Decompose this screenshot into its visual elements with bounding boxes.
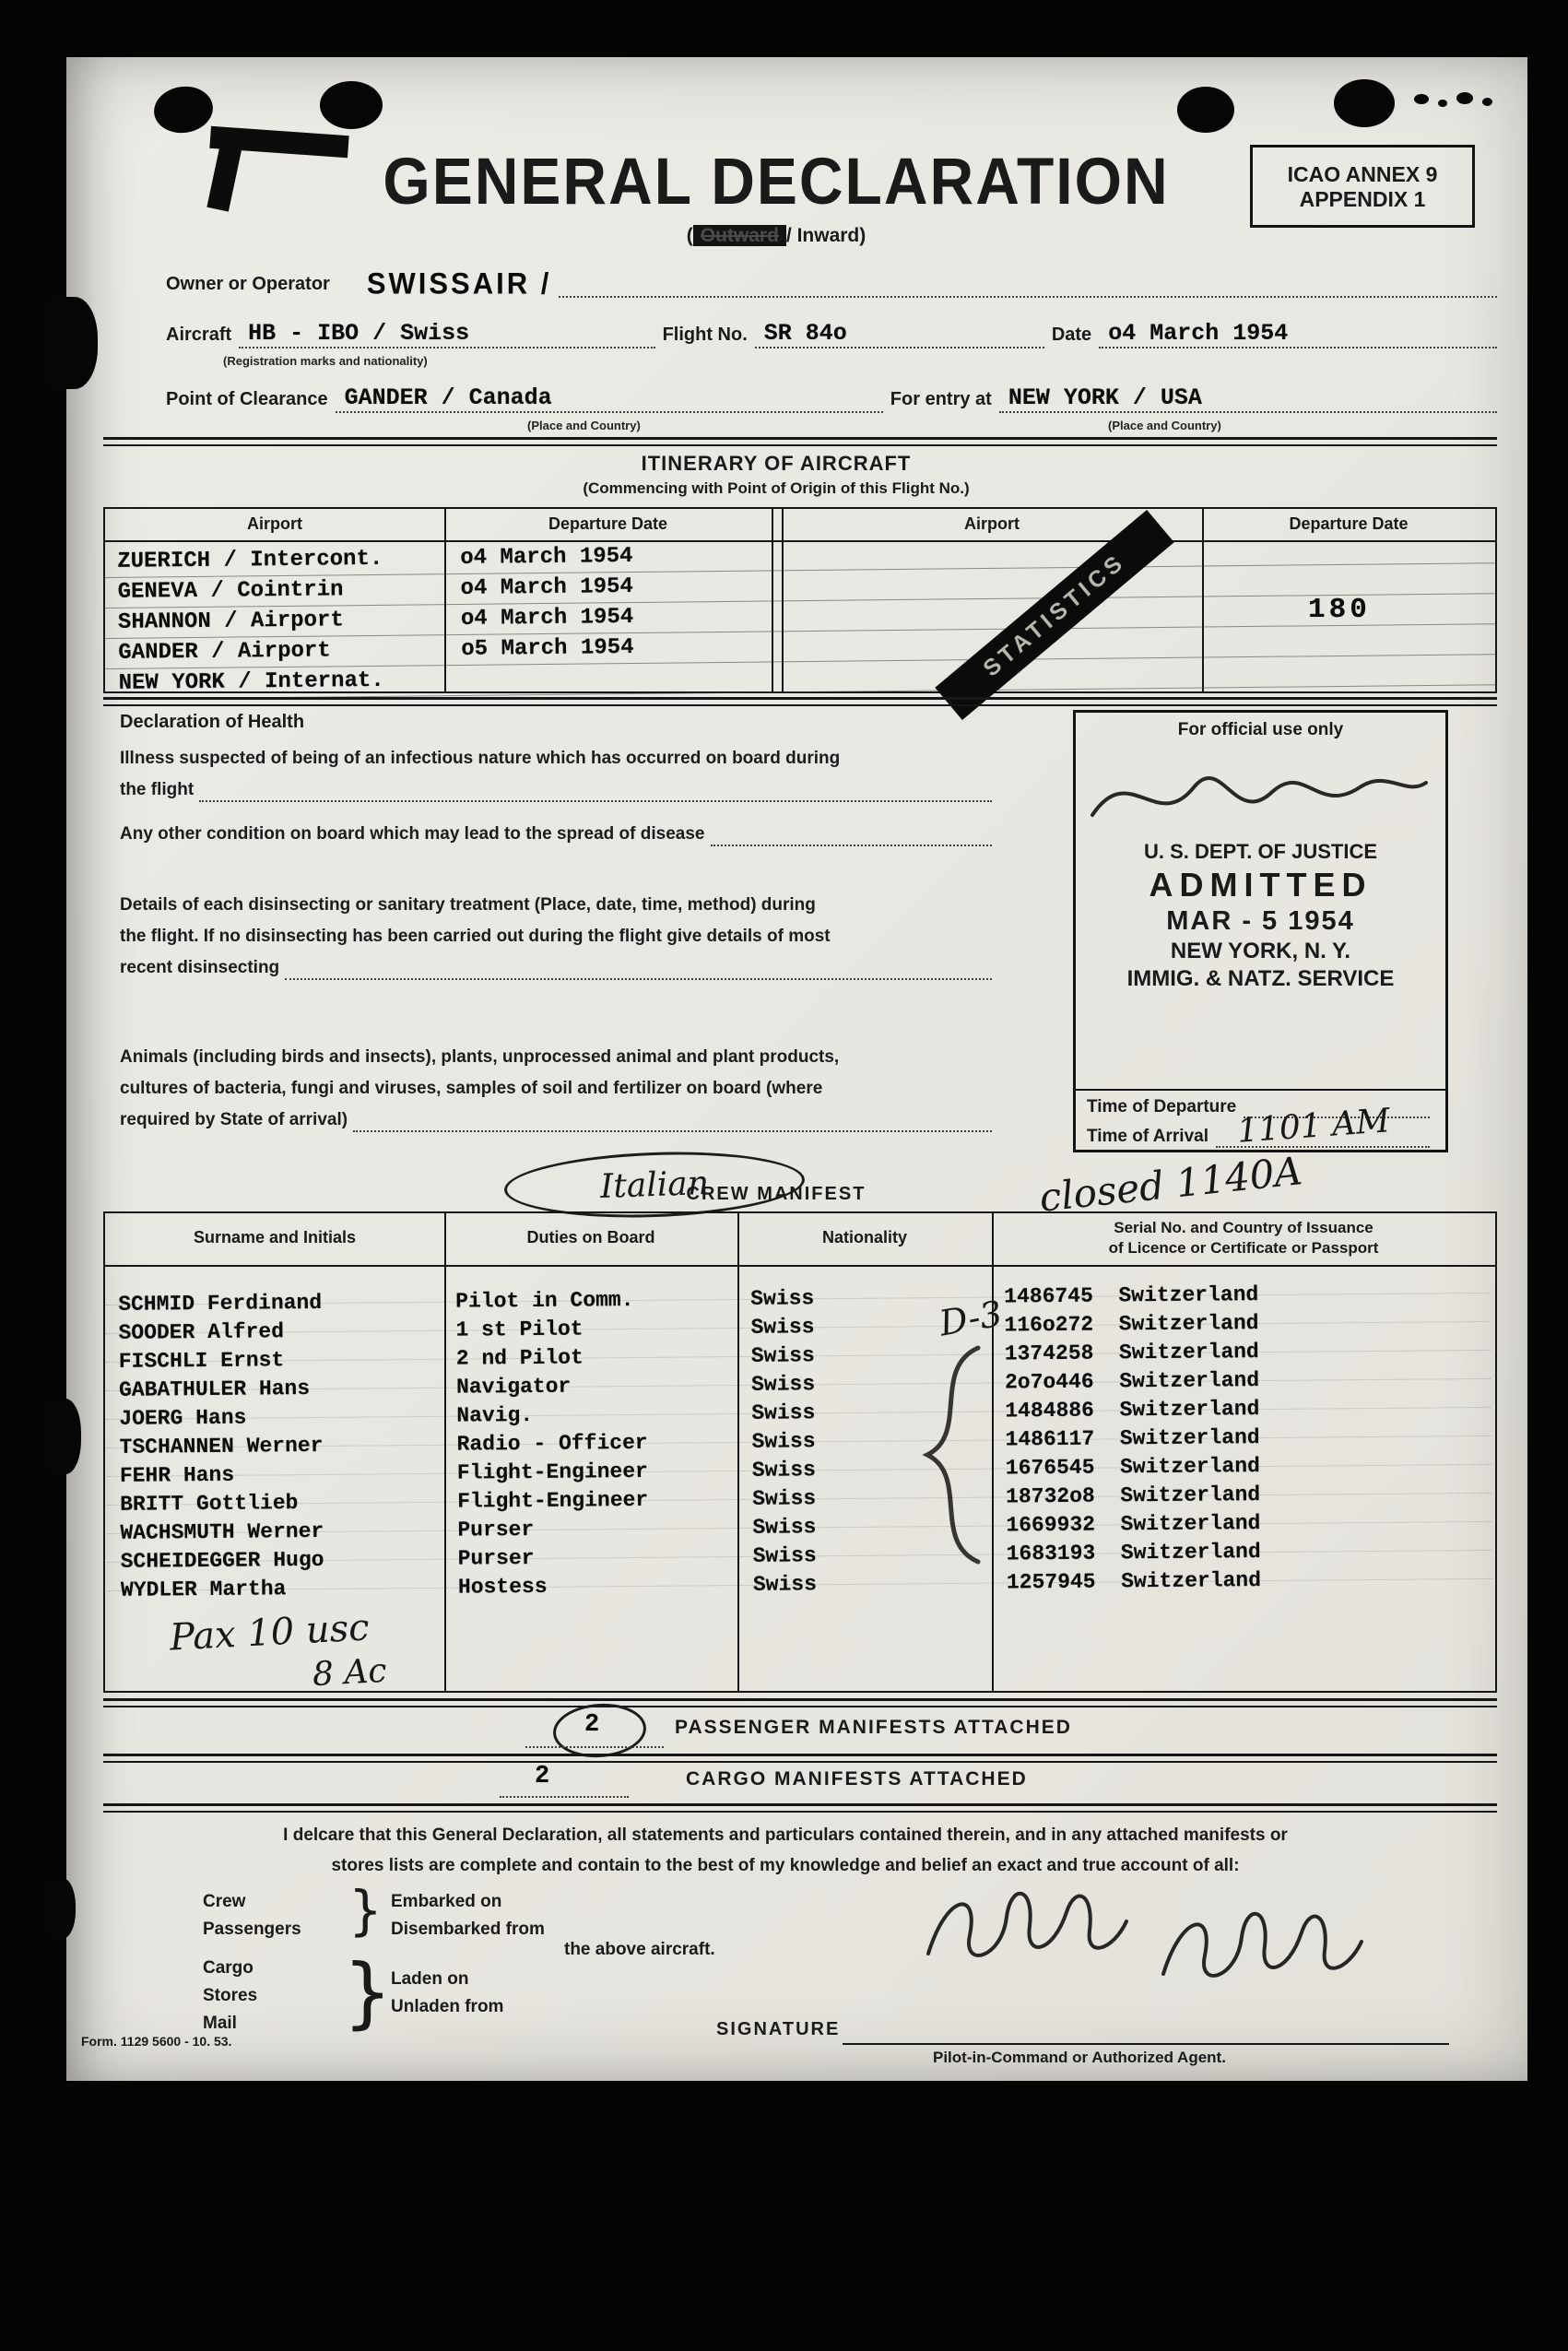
dotted-underline [500, 1796, 629, 1798]
statistics-stamp-text: STATISTICS [978, 548, 1131, 682]
entry-label: For entry at [890, 389, 992, 409]
crew-serial: 1486745 Switzerland [1004, 1282, 1259, 1309]
itinerary-col-airport: Airport [247, 514, 302, 533]
health-para4-line3: required by State of arrival) [120, 1110, 348, 1129]
aircraft-field [239, 319, 654, 349]
date-label: Date [1051, 325, 1092, 345]
official-use-box [1073, 710, 1448, 1152]
health-paragraph-4 [120, 1042, 996, 1136]
group-label-embarked: Embarked on [391, 1892, 502, 1911]
crew-col-nationality: Nationality [821, 1228, 907, 1246]
signature-sublabel: Pilot-in-Command or Authorized Agent. [933, 2049, 1226, 2066]
brace-glyph: } [348, 1879, 383, 1942]
pax-note-line1: Pax 10 usc [168, 1606, 371, 1660]
crew-nationality: Swiss [752, 1515, 817, 1540]
cargo-manifest-label: CARGO MANIFESTS ATTACHED [686, 1768, 1028, 1790]
typed-note-180: 180 [1308, 594, 1371, 626]
crew-serial: 1486117 Switzerland [1005, 1425, 1260, 1452]
health-paragraph-1 [120, 743, 996, 806]
group-label-stores: Stores [203, 1986, 258, 2005]
stamp-city: NEW YORK, N. Y. [1170, 939, 1351, 963]
punch-hole [1334, 79, 1395, 127]
subtitle-rest: / Inward) [785, 225, 867, 246]
group-label-unladen: Unladen from [391, 1997, 504, 2016]
crew-name: FISCHLI Ernst [118, 1348, 285, 1374]
declaration-line1: I delcare that this General Declaration, all statements and particulars contained therein, and in any attached manifests or [283, 1825, 1288, 1845]
official-signature-scrawl [1083, 746, 1438, 847]
itinerary-col-date: Departure Date [548, 514, 668, 533]
form-title: GENERAL DECLARATION [383, 144, 1170, 218]
crew-serial: 1676545 Switzerland [1005, 1454, 1261, 1481]
scan-artifact [46, 1399, 81, 1474]
form-subtitle [687, 225, 867, 246]
crew-nationality: Swiss [751, 1429, 816, 1454]
entry-field [999, 384, 1497, 413]
icao-annex-line1: ICAO ANNEX 9 [1287, 162, 1438, 186]
crew-nationality: Swiss [751, 1458, 816, 1483]
crew-nationality: Swiss [750, 1315, 815, 1340]
health-para4-line2: cultures of bacteria, fungi and viruses, samples of soil and fertilizer on board (where [120, 1079, 823, 1098]
form-page [66, 57, 1527, 2081]
health-para1-line2: the flight [120, 780, 195, 799]
health-para3-line1: Details of each disinsecting or sanitary treatment (Place, date, time, method) during [120, 895, 816, 915]
ink-speck [1414, 94, 1429, 104]
divider-rule [103, 1698, 1497, 1707]
crew-serial: 1669932 Switzerland [1006, 1511, 1261, 1538]
group-cargo-stores-mail [203, 1955, 257, 2038]
cargo-manifest-count: 2 [535, 1763, 550, 1790]
itinerary-date: o4 March 1954 [460, 604, 634, 632]
crew-scrawl: D-3 [936, 1293, 1006, 1344]
ink-speck [1456, 92, 1473, 104]
owner-operator-label: Owner or Operator [166, 274, 330, 294]
crew-serial: 1484886 Switzerland [1005, 1397, 1260, 1424]
dotted-leader [199, 800, 992, 802]
crew-manifest-table [103, 1211, 1497, 1693]
group-label-mail: Mail [203, 2014, 237, 2033]
crew-serial: 1257945 Switzerland [1006, 1568, 1262, 1595]
dotted-leader [353, 1130, 992, 1132]
dotted-underline [525, 1746, 664, 1748]
itinerary-table [103, 507, 1497, 696]
health-paragraph-3 [120, 890, 996, 984]
time-departure-label: Time of Departure [1087, 1097, 1237, 1116]
group-label-cargo: Cargo [203, 1958, 253, 1978]
punch-hole [320, 81, 383, 129]
crew-duty: Navigator [455, 1374, 572, 1400]
divider-rule [103, 1754, 1497, 1763]
health-para3-line3: recent disinsecting [120, 958, 280, 977]
dotted-leader [711, 845, 993, 846]
crew-duty: Purser [457, 1517, 535, 1542]
brace-glyph: } [343, 1947, 393, 2038]
crew-duty: 1 st Pilot [455, 1317, 584, 1342]
health-para2-line: Any other condition on board which may lead to the spread of disease [120, 824, 705, 844]
subtitle-struck-word: Outward [693, 225, 786, 246]
punch-hole [1177, 87, 1234, 133]
flight-no-field [755, 319, 1044, 349]
pax-note-line2: 8 Ac [311, 1651, 388, 1695]
crew-duty: Hostess [457, 1574, 548, 1600]
health-para1-line1: Illness suspected of being of an infectious nature which has occurred on board during [120, 749, 841, 768]
group-label-crew: Crew [203, 1892, 246, 1911]
crew-duty: Purser [457, 1545, 535, 1571]
itinerary-airport: GENEVA / Cointrin [117, 577, 344, 605]
itinerary-date: o4 March 1954 [460, 573, 633, 601]
scan-artifact [46, 297, 98, 389]
crew-name: SCHEIDEGGER Hugo [120, 1547, 324, 1574]
scan-artifact [46, 1878, 76, 1939]
above-aircraft-note: the above aircraft. [564, 1940, 715, 1959]
crew-nationality: Swiss [752, 1572, 818, 1597]
time-arrival-label: Time of Arrival [1087, 1127, 1208, 1146]
crew-nationality: Swiss [752, 1486, 817, 1511]
crew-nationality: Swiss [750, 1343, 815, 1368]
dotted-leader [559, 268, 1497, 298]
itinerary-col-date2: Departure Date [1289, 514, 1409, 533]
crew-duty: 2 nd Pilot [455, 1345, 584, 1371]
crew-duty: Radio - Officer [456, 1430, 648, 1457]
itinerary-date: o5 March 1954 [461, 634, 634, 662]
crew-nationality: Swiss [751, 1400, 816, 1425]
date-value: o4 March 1954 [1108, 320, 1289, 347]
group-crew-passengers [203, 1888, 301, 1943]
itinerary-airport: NEW YORK / Internat. [118, 667, 384, 696]
divider-rule [103, 697, 1497, 706]
crew-serial: 116o272 Switzerland [1004, 1311, 1259, 1338]
passenger-manifest-label: PASSENGER MANIFESTS ATTACHED [675, 1717, 1072, 1738]
stamp-admitted: ADMITTED [1149, 866, 1373, 904]
aircraft-sublabel: (Registration marks and nationality) [223, 354, 428, 368]
health-para4-line1: Animals (including birds and insects), plants, unprocessed animal and plant products, [120, 1047, 840, 1067]
signature-label: SIGNATURE [716, 2019, 841, 2039]
crew-nationality: Swiss [750, 1372, 816, 1397]
circled-word: Italian [599, 1164, 710, 1206]
itinerary-airport: ZUERICH / Intercont. [117, 546, 383, 574]
itinerary-title: ITINERARY OF AIRCRAFT [641, 452, 912, 475]
crew-name: WACHSMUTH Werner [120, 1518, 324, 1545]
crew-duty: Flight-Engineer [456, 1459, 649, 1485]
crew-name: SCHMID Ferdinand [118, 1290, 323, 1317]
crew-name: SOODER Alfred [118, 1319, 285, 1345]
crew-name: GABATHULER Hans [118, 1376, 311, 1402]
crew-duty: Pilot in Comm. [455, 1287, 634, 1314]
crew-nationality: Swiss [752, 1543, 817, 1568]
passenger-manifest-count: 2 [584, 1711, 600, 1739]
stamp-dept: U. S. DEPT. OF JUSTICE [1143, 840, 1378, 863]
itinerary-typed-block [104, 533, 1496, 700]
health-section-title: Declaration of Health [120, 712, 305, 732]
icao-annex-line2: APPENDIX 1 [1299, 187, 1426, 211]
signature-scrawl [914, 1866, 1375, 2014]
crew-nationality: Swiss [750, 1286, 815, 1311]
divider-rule [103, 437, 1497, 446]
crew-name: BRITT Gottlieb [120, 1491, 299, 1517]
crew-duty: Flight-Engineer [457, 1487, 649, 1514]
group-embarked [391, 1888, 545, 1943]
crew-serial: 1683193 Switzerland [1006, 1540, 1261, 1566]
date-field [1099, 319, 1497, 349]
clearance-sublabel: (Place and Country) [527, 419, 641, 432]
group-laden [391, 1966, 503, 2021]
stamp-date: MAR - 5 1954 [1166, 906, 1355, 936]
itinerary-airport: SHANNON / Airport [117, 608, 344, 635]
itinerary-col-airport2: Airport [964, 514, 1020, 533]
flight-no-label: Flight No. [662, 325, 748, 345]
crew-col-duties: Duties on Board [526, 1228, 655, 1246]
group-label-passengers: Passengers [203, 1920, 301, 1939]
aircraft-label: Aircraft [166, 325, 232, 345]
divider-rule [103, 1803, 1497, 1813]
admitted-stamp [1076, 840, 1445, 992]
declaration-line2: stores lists are complete and contain to the best of my knowledge and belief an exact and true account of all: [331, 1856, 1240, 1875]
crew-serial: 1374258 Switzerland [1004, 1340, 1259, 1366]
health-paragraph-2 [120, 819, 996, 850]
owner-operator-value: SWISSAIR / [366, 266, 552, 301]
clearance-label: Point of Clearance [166, 389, 328, 409]
crew-col-surname: Surname and Initials [193, 1228, 357, 1246]
itinerary-date: o4 March 1954 [460, 544, 633, 571]
flight-no-value: SR 84o [763, 320, 847, 347]
crew-col-serial-1: Serial No. and Country of Issuance [1114, 1219, 1373, 1236]
ink-speck [1438, 100, 1447, 107]
crew-name: WYDLER Martha [120, 1577, 287, 1602]
health-para3-line2: the flight. If no disinsecting has been carried out during the flight give details of most [120, 927, 831, 946]
stamp-service: IMMIG. & NATZ. SERVICE [1126, 966, 1395, 991]
crew-duty: Navig. [456, 1402, 534, 1428]
itinerary-subtitle: (Commencing with Point of Origin of this Flight No.) [583, 479, 970, 497]
subtitle-open: ( [686, 225, 693, 246]
entry-sublabel: (Place and Country) [1108, 419, 1221, 432]
crew-col-serial-2: of Licence or Certificate or Passport [1108, 1239, 1379, 1257]
signature-line [843, 2043, 1449, 2045]
official-use-title: For official use only [1177, 720, 1344, 739]
aircraft-value: HB - IBO / Swiss [248, 320, 470, 347]
closed-note-handwritten: closed 1140A [1037, 1148, 1304, 1221]
group-label-laden: Laden on [391, 1969, 469, 1989]
crew-name: FEHR Hans [119, 1462, 235, 1488]
itinerary-airport: GANDER / Airport [118, 638, 331, 666]
group-label-disembarked: Disembarked from [391, 1920, 545, 1939]
arrival-time-handwritten: 1101 AM [1235, 1102, 1392, 1151]
crew-name: JOERG Hans [119, 1405, 247, 1431]
count-circle [551, 1701, 648, 1761]
official-box-divider [1076, 1089, 1445, 1091]
handwritten-brace [900, 1342, 992, 1573]
clearance-value: GANDER / Canada [344, 384, 552, 411]
ink-speck [1482, 98, 1492, 106]
form-reference: Form. 1129 5600 - 10. 53. [81, 2034, 232, 2049]
entry-value: NEW YORK / USA [1008, 384, 1202, 411]
crew-manifest-title: CREW MANIFEST [686, 1184, 867, 1204]
crew-serial: 2o7o446 Switzerland [1004, 1368, 1260, 1395]
punch-hole [151, 83, 216, 136]
clearance-field [336, 384, 883, 413]
dotted-leader [285, 978, 992, 980]
crew-serial: 18732o8 Switzerland [1006, 1483, 1261, 1509]
crew-name: TSCHANNEN Werner [119, 1433, 324, 1459]
